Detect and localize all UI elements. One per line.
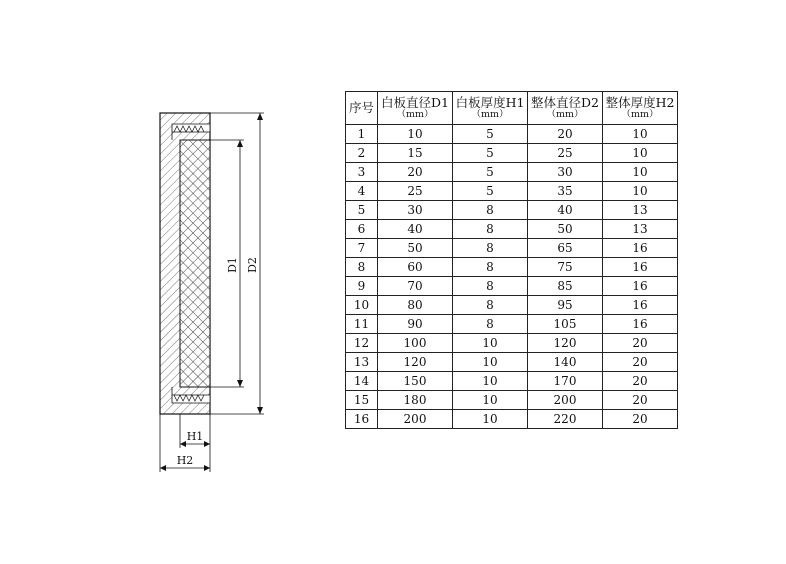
cell-h2: 13 — [603, 201, 678, 220]
cell-d2: 120 — [528, 334, 603, 353]
cell-index: 16 — [346, 410, 378, 429]
table-body — [346, 125, 678, 429]
cell-d1: 70 — [378, 277, 453, 296]
cell-h2: 16 — [603, 239, 678, 258]
header-h2: 整体厚度H2 （mm） — [603, 92, 678, 125]
cell-index: 12 — [346, 334, 378, 353]
table-row — [346, 220, 678, 239]
table-row — [346, 182, 678, 201]
cell-d2: 85 — [528, 277, 603, 296]
cell-h1: 5 — [453, 144, 528, 163]
cell-h1: 8 — [453, 296, 528, 315]
cell-d2: 65 — [528, 239, 603, 258]
cell-d1: 20 — [378, 163, 453, 182]
cell-d2: 75 — [528, 258, 603, 277]
cell-index: 15 — [346, 391, 378, 410]
table-row — [346, 258, 678, 277]
cell-index: 4 — [346, 182, 378, 201]
table-row — [346, 334, 678, 353]
table-row — [346, 391, 678, 410]
header-d2: 整体直径D2 （mm） — [528, 92, 603, 125]
cell-h2: 20 — [603, 353, 678, 372]
cell-d2: 105 — [528, 315, 603, 334]
cell-h2: 20 — [603, 410, 678, 429]
cell-d2: 200 — [528, 391, 603, 410]
cell-index: 8 — [346, 258, 378, 277]
cell-h1: 10 — [453, 391, 528, 410]
cell-d2: 95 — [528, 296, 603, 315]
d1-label: D1 — [226, 257, 239, 273]
cell-d1: 25 — [378, 182, 453, 201]
cell-index: 2 — [346, 144, 378, 163]
cell-index: 7 — [346, 239, 378, 258]
white-board-hatch — [180, 140, 210, 387]
cell-index: 3 — [346, 163, 378, 182]
cell-index: 5 — [346, 201, 378, 220]
table-row — [346, 372, 678, 391]
cell-d2: 25 — [528, 144, 603, 163]
cell-index: 1 — [346, 125, 378, 144]
cell-h1: 8 — [453, 201, 528, 220]
cell-d1: 150 — [378, 372, 453, 391]
cell-d1: 15 — [378, 144, 453, 163]
h2-label: H2 — [176, 454, 194, 467]
cell-h1: 10 — [453, 353, 528, 372]
cell-h1: 10 — [453, 372, 528, 391]
table-row — [346, 410, 678, 429]
cell-d1: 60 — [378, 258, 453, 277]
cell-h1: 10 — [453, 334, 528, 353]
header-d1: 白板直径D1 （mm） — [378, 92, 453, 125]
cell-index: 11 — [346, 315, 378, 334]
cell-d1: 90 — [378, 315, 453, 334]
cell-h1: 5 — [453, 125, 528, 144]
cell-h1: 8 — [453, 239, 528, 258]
cell-h1: 10 — [453, 410, 528, 429]
cell-index: 14 — [346, 372, 378, 391]
cell-h2: 16 — [603, 258, 678, 277]
cell-d1: 50 — [378, 239, 453, 258]
cell-h2: 10 — [603, 182, 678, 201]
cell-d1: 30 — [378, 201, 453, 220]
cell-h2: 13 — [603, 220, 678, 239]
cell-h2: 10 — [603, 125, 678, 144]
cell-d2: 20 — [528, 125, 603, 144]
cell-h2: 16 — [603, 315, 678, 334]
cell-h1: 5 — [453, 182, 528, 201]
d2-label: D2 — [246, 257, 259, 273]
cell-d1: 200 — [378, 410, 453, 429]
h1-label: H1 — [186, 430, 204, 443]
cell-d1: 40 — [378, 220, 453, 239]
cell-h2: 20 — [603, 334, 678, 353]
table-row — [346, 201, 678, 220]
cell-h2: 16 — [603, 296, 678, 315]
table-header-row — [346, 92, 678, 125]
cell-h2: 10 — [603, 144, 678, 163]
table-row — [346, 353, 678, 372]
spec-table — [345, 91, 678, 429]
table-row — [346, 315, 678, 334]
cell-d2: 140 — [528, 353, 603, 372]
table-row — [346, 144, 678, 163]
cell-index: 13 — [346, 353, 378, 372]
table-row — [346, 125, 678, 144]
cell-h1: 5 — [453, 163, 528, 182]
cell-h2: 10 — [603, 163, 678, 182]
cell-d2: 40 — [528, 201, 603, 220]
cell-d2: 220 — [528, 410, 603, 429]
table-row — [346, 163, 678, 182]
cell-d1: 10 — [378, 125, 453, 144]
cell-d2: 35 — [528, 182, 603, 201]
cell-d1: 100 — [378, 334, 453, 353]
cell-d2: 170 — [528, 372, 603, 391]
header-h1: 白板厚度H1 （mm） — [453, 92, 528, 125]
table-row — [346, 277, 678, 296]
cell-h1: 8 — [453, 315, 528, 334]
cell-h1: 8 — [453, 220, 528, 239]
table-row — [346, 239, 678, 258]
cell-index: 6 — [346, 220, 378, 239]
cell-h2: 20 — [603, 372, 678, 391]
cell-index: 9 — [346, 277, 378, 296]
header-index: 序号 — [346, 92, 378, 125]
cell-h1: 8 — [453, 258, 528, 277]
cell-h2: 20 — [603, 391, 678, 410]
cell-index: 10 — [346, 296, 378, 315]
cell-d1: 180 — [378, 391, 453, 410]
cell-d1: 120 — [378, 353, 453, 372]
cell-d2: 30 — [528, 163, 603, 182]
table-row — [346, 296, 678, 315]
cell-d1: 80 — [378, 296, 453, 315]
cell-d2: 50 — [528, 220, 603, 239]
cell-h2: 16 — [603, 277, 678, 296]
cell-h1: 8 — [453, 277, 528, 296]
